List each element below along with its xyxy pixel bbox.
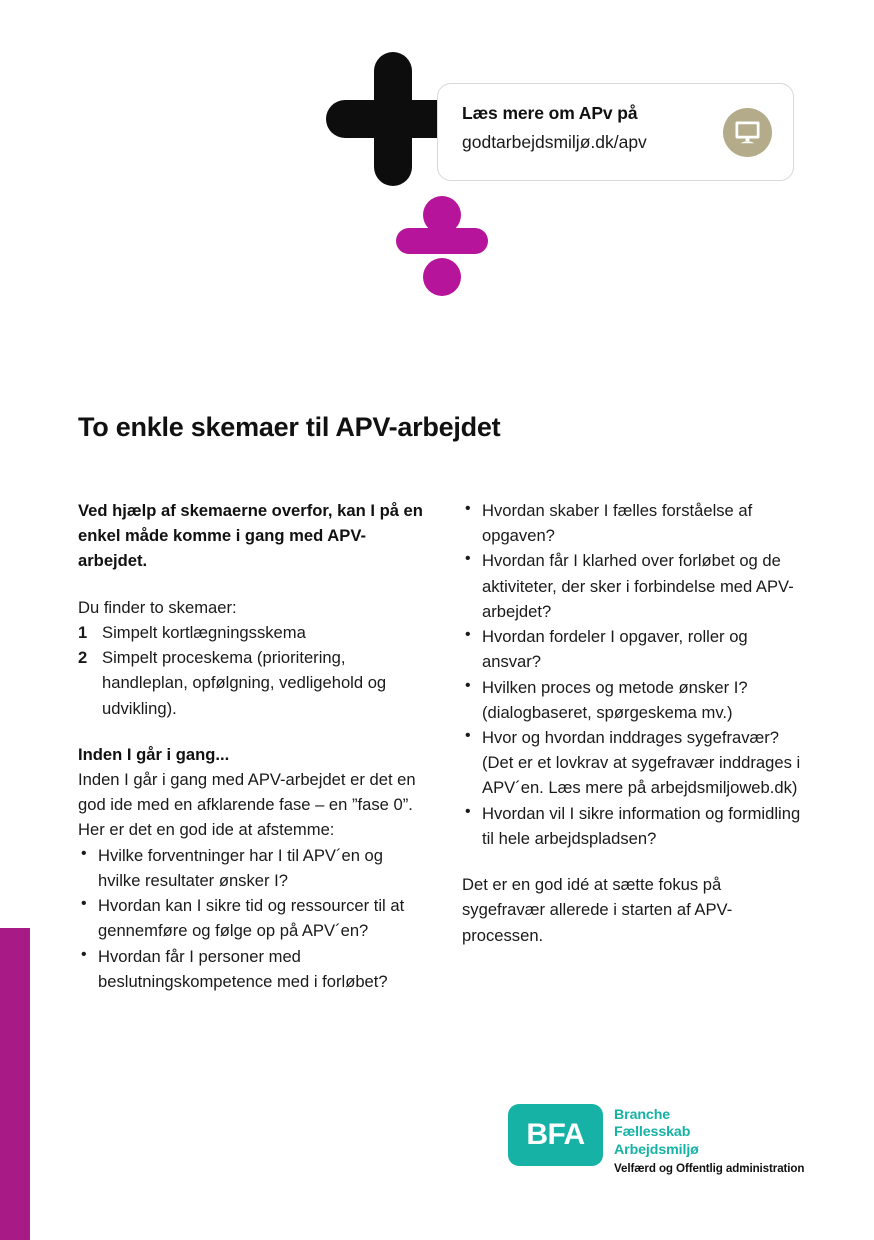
bfa-logo-wordmark [614, 1104, 807, 1175]
lead-paragraph: Ved hjælp af skemaerne overfor, kan I på en enkel måde komme i gang med APV-arbejdet. [78, 501, 423, 571]
right-column [462, 498, 808, 994]
page-title: To enkle skemaer til APV-arbejdet [78, 412, 501, 442]
bfa-logo-mark-text: BFA [526, 1118, 585, 1151]
list-item: • Hvilke forventninger har I til APV´en og hvilke resultater ønsker I? [78, 843, 424, 893]
callout-title: Læs mere om APv på [462, 103, 638, 123]
bfa-logo-line-1: Branche [614, 1107, 671, 1123]
left-column [78, 498, 424, 994]
divide-dot-bottom [423, 258, 461, 296]
spacer [78, 721, 424, 742]
right-bullet-list [462, 498, 808, 851]
list-item: • Hvordan skaber I fælles forståelse af opgaven? [462, 498, 808, 548]
header-graphics [0, 0, 874, 320]
body-columns [78, 498, 808, 994]
list-item-label: Simpelt proceskema (prioritering, handleplan, opfølgning, vedligehold og udvikling). [102, 648, 387, 718]
section-subheading: Inden I går i gang... [78, 744, 230, 764]
schemas-numbered-list [78, 620, 424, 721]
section-paragraph: Inden I går i gang med APV-arbejdet er det en god ide med en afklarende fase – en ”fase 0”. Her er det en god ide at afstemme: [78, 769, 416, 840]
list-item-number: 2 [78, 648, 88, 668]
list-item [78, 645, 424, 721]
callout-url[interactable]: godtarbejdsmiljø.dk/apv [462, 131, 647, 152]
list-item: • Hvordan får I personer med beslutningskompetence med i forløbet? [78, 944, 424, 994]
spacer [462, 851, 808, 872]
divide-dash [396, 228, 488, 254]
left-bullet-list [78, 843, 424, 994]
bfa-logo-tagline: Velfærd og Offentlig administration [614, 1161, 805, 1175]
division-sign-icon [396, 196, 488, 296]
list-item: • Hvordan får I klarhed over forløbet og de aktiviteter, der sker i forbindelse med APV-arbejdet? [462, 548, 808, 624]
list-item: • Hvilken proces og metode ønsker I? (dialogbaseret, spørgeskema mv.) [462, 675, 808, 725]
list-item-label: Simpelt kortlægningsskema [102, 622, 306, 642]
bfa-logo-mark [508, 1104, 603, 1166]
plus-vertical-bar [374, 52, 412, 186]
list-item [78, 620, 424, 645]
bfa-logo [508, 1104, 807, 1175]
list-item-number: 1 [78, 622, 88, 642]
list-item: • Hvordan fordeler I opgaver, roller og ansvar? [462, 624, 808, 674]
magenta-edge-bar [0, 928, 30, 1240]
spacer [78, 574, 424, 595]
schemas-intro: Du finder to skemaer: [78, 597, 237, 617]
bfa-logo-line-3: Arbejdsmiljø [614, 1141, 699, 1158]
read-more-callout[interactable] [437, 83, 794, 181]
bfa-logo-line-2: Fællesskab [614, 1124, 691, 1141]
list-item: • Hvordan vil I sikre information og formidling til hele arbejdspladsen? [462, 801, 808, 851]
callout-text-block [462, 102, 712, 154]
closing-paragraph: Det er en god idé at sætte fokus på sygefravær allerede i starten af APV-processen. [462, 875, 733, 945]
monitor-icon [723, 108, 772, 157]
list-item: • Hvor og hvordan inddrages sygefravær? (Det er et lovkrav at sygefravær inddrages i APV´en. Læs mere på arbejdsmiljoweb.dk) [462, 725, 808, 801]
list-item: • Hvordan kan I sikre tid og ressourcer til at gennemføre og følge op på APV´en? [78, 893, 424, 943]
